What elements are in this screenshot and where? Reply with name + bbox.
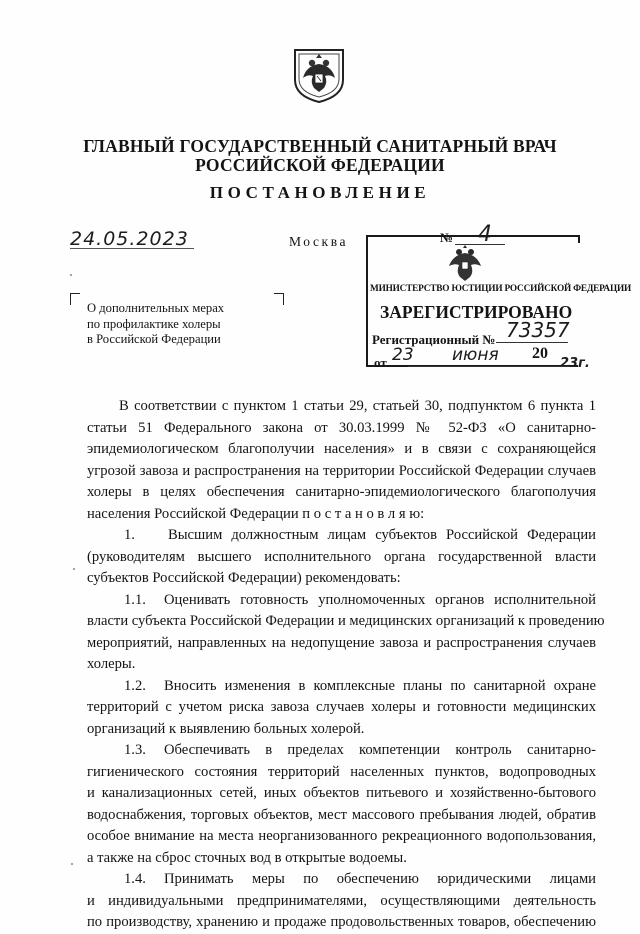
- text-line: Принимать меры по обеспечению юридическими лицами: [164, 871, 596, 887]
- text-line: Оценивать готовность уполномоченных органов исполнительной: [164, 591, 596, 608]
- text-line: холеры в целях обеспечения санитарно-эпидемиологического благополучия: [87, 484, 596, 500]
- paragraph-1-4: [87, 869, 596, 934]
- paragraph-number: 1.: [124, 527, 135, 543]
- text-line: гигиенического состояния территорий населенных пунктов, водопроводных: [87, 763, 596, 780]
- document-number: 4: [478, 222, 492, 247]
- text-line: территорий с учетом риска завоза случаев холеры и готовности медицинских: [87, 699, 596, 715]
- paragraph-1-3: [87, 740, 596, 869]
- text-line: статьи 51 Федерального закона от 30.03.1999 № 52-ФЗ «О санитарно-: [87, 419, 596, 436]
- text-line: власти субъекта Российской Федерации и медицинских организаций к проведению: [87, 613, 605, 629]
- text-line: [87, 740, 596, 762]
- text-line: угрозой завоза и распространения на территории Российской Федерации случаев: [87, 462, 596, 479]
- stamp-year-suffix: 23г.: [560, 356, 590, 371]
- stamp-right-border: [578, 235, 580, 243]
- text-line: Высшим должностным лицам субъектов Российской Федерации: [168, 527, 596, 543]
- text-line: В соответствии с пунктом 1 статьи 29, статьей 30, подпунктом 6 пункта 1: [119, 398, 596, 414]
- stamp-month: июня: [452, 345, 499, 365]
- authority-title-line1: ГЛАВНЫЙ ГОСУДАРСТВЕННЫЙ САНИТАРНЫЙ ВРАЧ: [83, 136, 557, 156]
- text-line: субъектов Российской Федерации) рекомендовать:: [87, 570, 401, 586]
- subject-line: по профилактике холеры: [87, 316, 221, 331]
- text-line: водоснабжения, торговых объектов, мест массового пребывания людей, обратив: [87, 806, 596, 823]
- date-from-underline: [408, 366, 570, 367]
- text-line: эпидемиологическом благополучии населения» и в связи с сохраняющейся: [87, 441, 596, 457]
- date-underline: [70, 248, 194, 249]
- scan-speck: [71, 863, 73, 865]
- subject-line: О дополнительных мерах: [87, 301, 225, 315]
- text-line: Вносить изменения в комплексные планы по санитарной охране: [164, 677, 596, 694]
- document-subject: [87, 301, 287, 348]
- authority-title-line2: РОССИЙСКОЙ ФЕДЕРАЦИИ: [195, 155, 445, 175]
- paragraph-1-1: [87, 590, 605, 676]
- stamp-from-label: от: [374, 355, 387, 370]
- text-line: (руководителям высшего исполнительного органа государственной власти: [87, 548, 596, 565]
- paragraph-number: 1.3.: [124, 742, 146, 758]
- document-body: [87, 396, 605, 934]
- paragraph-number: 1.1.: [124, 591, 146, 608]
- text-line: мероприятий, направленных на недопущение завоза и распространения случаев: [87, 634, 596, 651]
- reg-number-underline: [496, 342, 568, 343]
- text-line: [87, 590, 596, 612]
- stamp-reg-number-label: Регистрационный №: [372, 332, 496, 347]
- text-line: особое внимание на места неорганизованного рекреационного водопользования,: [87, 828, 596, 844]
- document-date: 24.05.2023: [70, 228, 189, 250]
- text-line: [87, 676, 596, 698]
- text-line: а также на сброс сточных вод в открытые водоемы.: [87, 849, 407, 866]
- stamp-eagle-icon: [445, 244, 485, 284]
- scan-speck: [73, 568, 75, 570]
- paragraph-number: 1.4.: [124, 871, 146, 887]
- stamp-top-border: [366, 235, 578, 237]
- text-line: и индивидуальными предпринимателями, осуществляющими деятельность: [87, 892, 596, 909]
- coat-of-arms-emblem: [292, 46, 346, 104]
- subject-line: в Российской Федерации: [87, 332, 221, 346]
- document-number-label: №: [440, 230, 454, 245]
- text-line: организаций к выявлению больных холерой.: [87, 720, 365, 737]
- stamp-day: 23: [392, 345, 414, 365]
- scan-speck: [70, 274, 72, 276]
- stamp-reg-number: 73357: [506, 318, 570, 342]
- paragraph-1: [87, 525, 596, 590]
- paragraph-number: 1.2.: [124, 677, 146, 694]
- text-line: Обеспечивать в пределах компетенции контроль санитарно-: [164, 742, 596, 758]
- text-line: холеры.: [87, 656, 136, 672]
- text-line: [87, 869, 596, 891]
- text-line: и канализационных сетей, иных объектов питьевого и хозяйственно-бытового: [87, 785, 596, 801]
- stamp-registered: ЗАРЕГИСТРИРОВАНО: [380, 302, 573, 322]
- text-line: населения Российской Федерации п о с т а н о в л я ю:: [87, 505, 425, 522]
- text-line: [87, 525, 596, 547]
- intro-paragraph: [87, 396, 596, 525]
- subject-bracket-left: [70, 293, 80, 305]
- document-city: Москва: [289, 234, 349, 249]
- paragraph-1-2: [87, 676, 596, 741]
- stamp-ministry-name: МИНИСТЕРСТВО ЮСТИЦИИ РОССИЙСКОЙ ФЕДЕРАЦИИ: [370, 284, 632, 294]
- document-type: ПОСТАНОВЛЕНИЕ: [209, 183, 431, 202]
- text-line: по производству, хранению и продаже продовольственных товаров, обеспечению: [87, 914, 596, 930]
- stamp-year: 20: [532, 345, 548, 362]
